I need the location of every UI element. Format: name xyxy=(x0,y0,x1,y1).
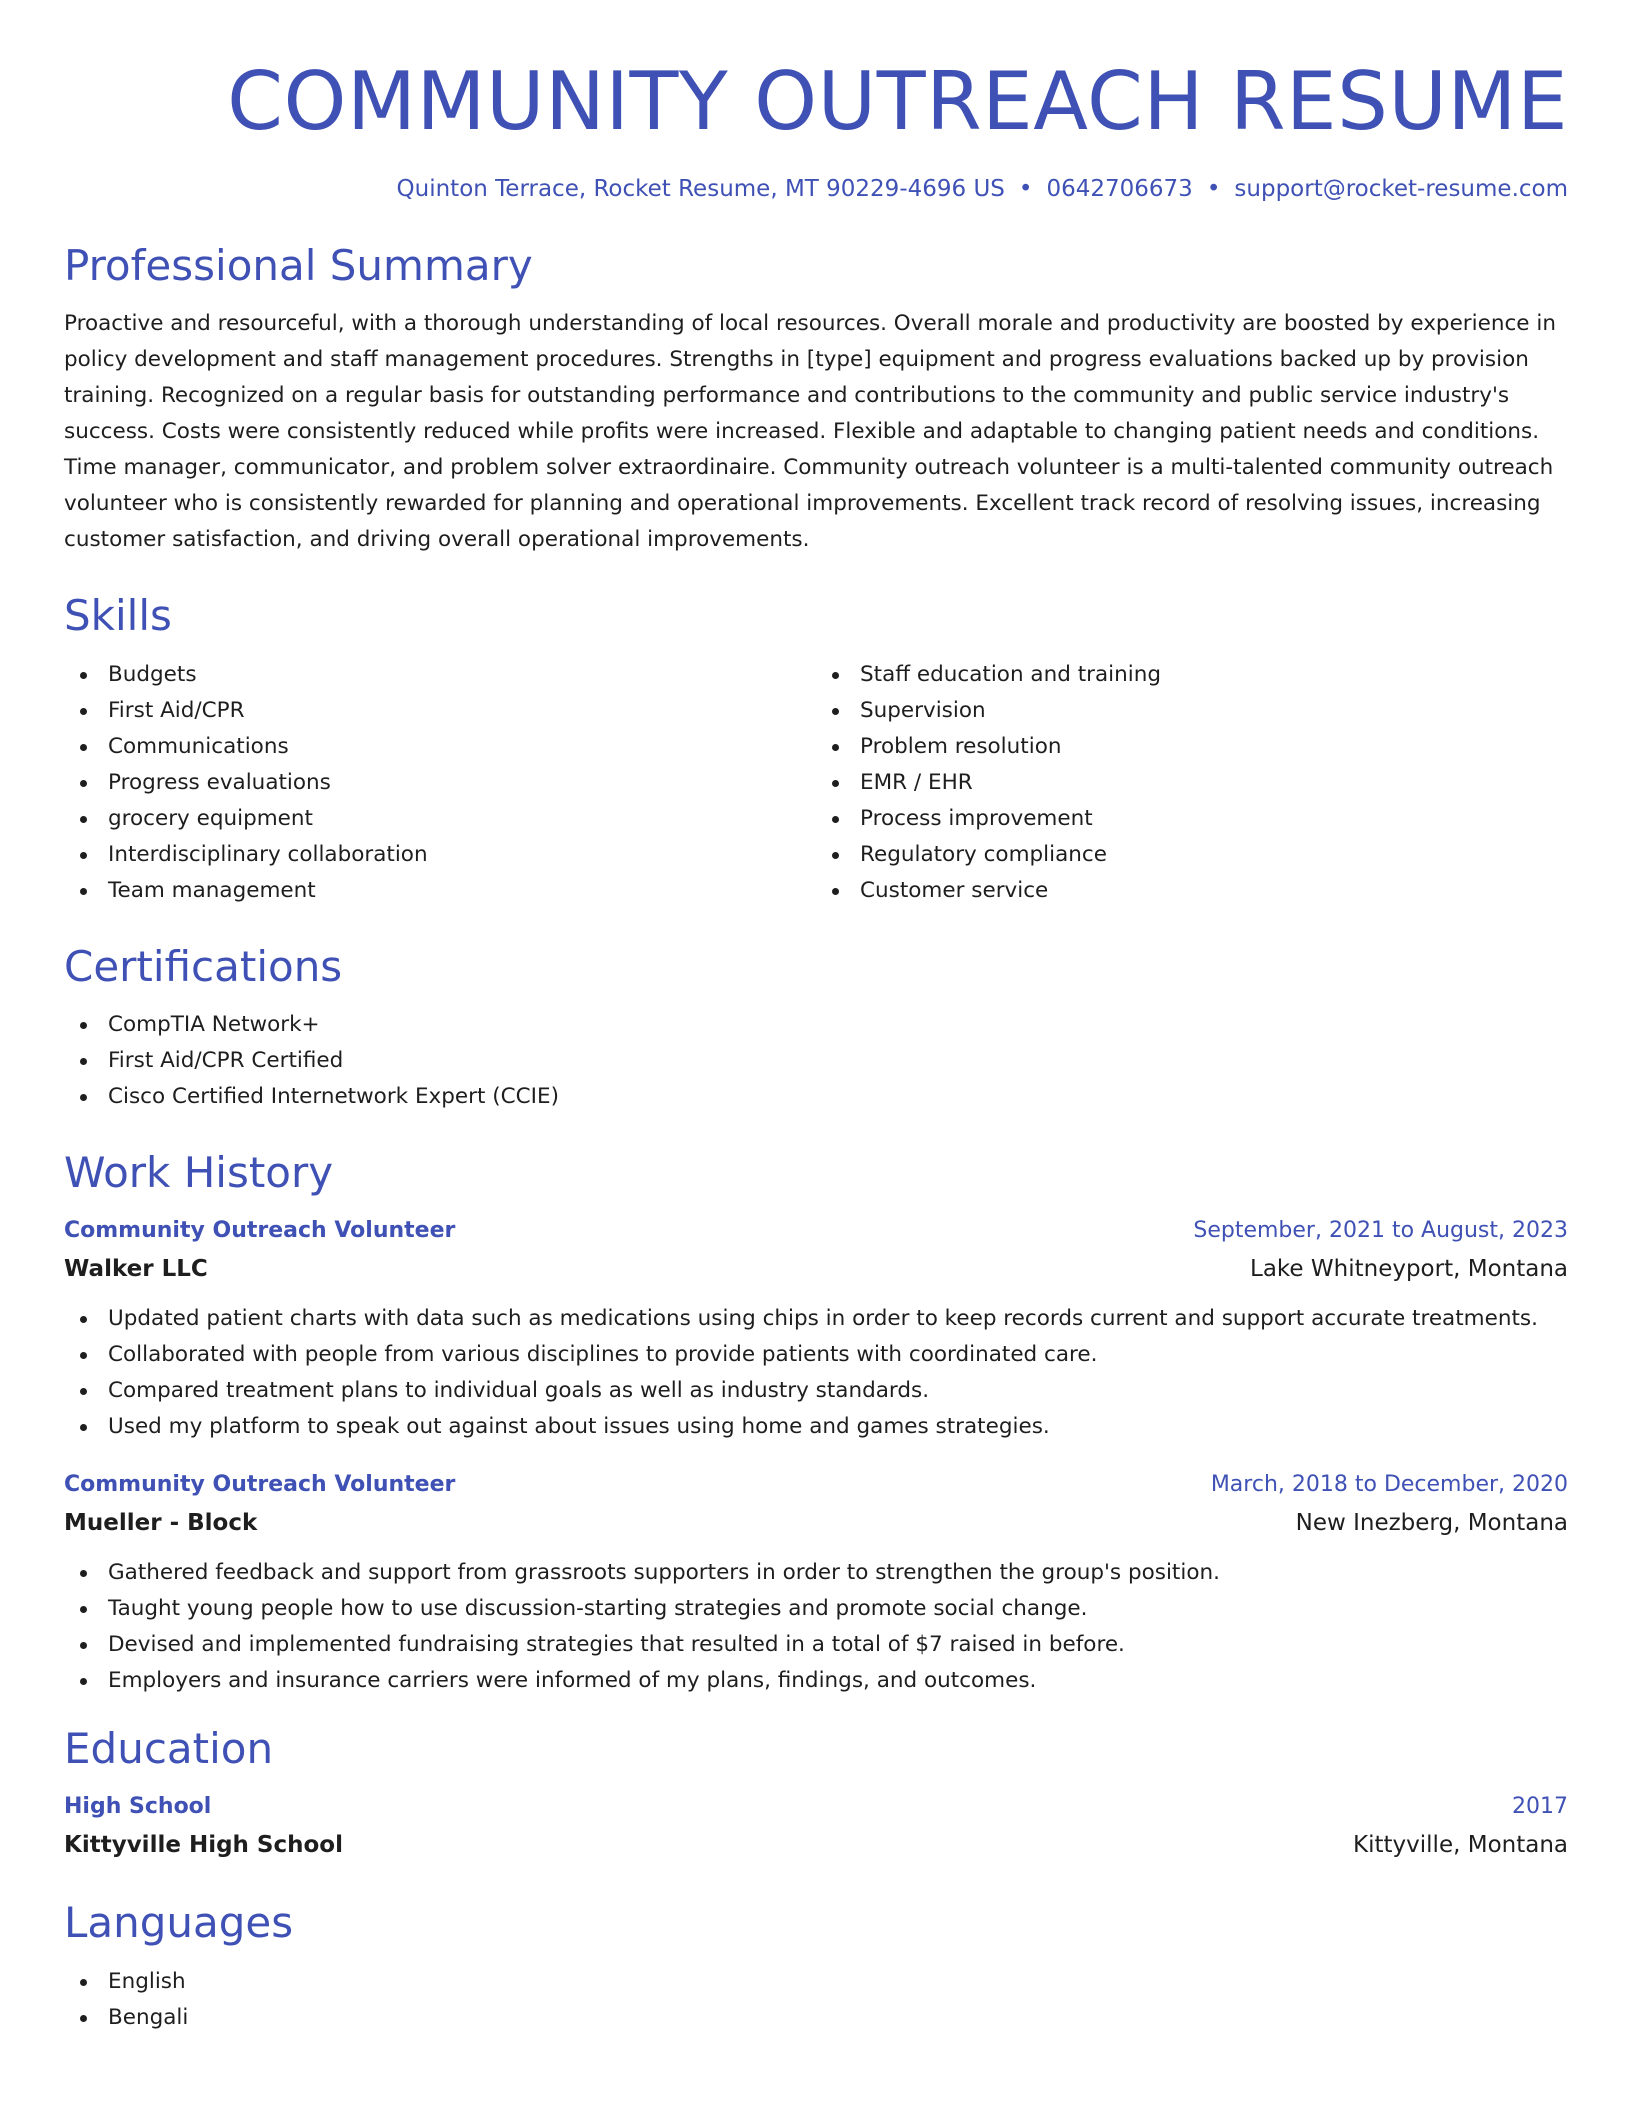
skill-item: Staff education and training xyxy=(816,657,1568,693)
certification-item: First Aid/CPR Certified xyxy=(64,1043,1568,1079)
skill-item: Supervision xyxy=(816,693,1568,729)
skills-list-right xyxy=(816,657,1568,909)
certification-item: Cisco Certified Internetwork Expert (CCIE) xyxy=(64,1079,1568,1115)
skill-item: Interdisciplinary collaboration xyxy=(64,837,816,873)
skill-item: grocery equipment xyxy=(64,801,816,837)
job-entry xyxy=(64,1467,1568,1699)
skill-item: EMR / EHR xyxy=(816,765,1568,801)
contact-separator: • xyxy=(1018,176,1033,202)
job-dates: March, 2018 to December, 2020 xyxy=(1210,1472,1568,1498)
job-company: Walker LLC xyxy=(64,1256,208,1283)
job-role: Community Outreach Volunteer xyxy=(64,1218,456,1244)
skill-item: Communications xyxy=(64,729,816,765)
education-degree: High School xyxy=(64,1794,212,1820)
summary-heading: Professional Summary xyxy=(64,241,533,290)
work-history-heading: Work History xyxy=(64,1147,334,1197)
summary-text: Proactive and resourceful, with a thorough understanding of local resources. Overall morale and productivity are boosted by experience in policy development and staff management procedures. Strengths in [type] equipment and progress evaluations backed up by provision training. Recognized on a regular basis for outstanding performance and contributions to the community and public service industry's success. Costs were consistently reduced while profits were increased. Flexible and adaptable to changing patient needs and conditions. Time manager, communicator, and problem solver extraordinaire. Community outreach volunteer is a multi-talented community outreach volunteer who is consistently rewarded for planning and operational improvements. Excellent track record of resolving issues, increasing customer satisfaction, and driving overall operational improvements. xyxy=(64,311,1556,553)
resume-title: COMMUNITY OUTREACH RESUME xyxy=(227,55,1568,148)
language-item: Bengali xyxy=(64,2000,1568,2036)
education-year: 2017 xyxy=(1512,1794,1568,1820)
skill-item: Process improvement xyxy=(816,801,1568,837)
language-item: English xyxy=(64,1964,1568,2000)
skill-item: Problem resolution xyxy=(816,729,1568,765)
contact-address: Quinton Terrace, Rocket Resume, MT 90229-4696 US xyxy=(396,176,1005,202)
job-location: New Inezberg, Montana xyxy=(1295,1510,1568,1537)
job-company: Mueller - Block xyxy=(64,1510,258,1537)
job-duties xyxy=(64,1301,1568,1445)
job-duty-item: Gathered feedback and support from grassroots supporters in order to strengthen the group's position. xyxy=(64,1555,1568,1591)
education-school: Kittyville High School xyxy=(64,1832,343,1859)
skill-item: Regulatory compliance xyxy=(816,837,1568,873)
certification-item: CompTIA Network+ xyxy=(64,1007,1568,1043)
education-location: Kittyville, Montana xyxy=(1353,1832,1568,1859)
certifications-list xyxy=(64,1007,1568,1115)
skills-list-left xyxy=(64,657,816,909)
job-location: Lake Whitneyport, Montana xyxy=(1250,1256,1568,1283)
skills-columns xyxy=(64,657,1568,909)
certifications-heading: Certifications xyxy=(64,941,343,991)
languages-heading: Languages xyxy=(64,1898,294,1948)
skill-item: Budgets xyxy=(64,657,816,693)
contact-email[interactable]: support@rocket-resume.com xyxy=(1234,176,1568,202)
job-entry xyxy=(64,1213,1568,1445)
skill-item: Customer service xyxy=(816,873,1568,909)
job-dates: September, 2021 to August, 2023 xyxy=(1193,1218,1568,1244)
job-duty-item: Collaborated with people from various disciplines to provide patients with coordinated care. xyxy=(64,1337,1568,1373)
job-duties xyxy=(64,1555,1568,1699)
job-duty-item: Employers and insurance carriers were informed of my plans, findings, and outcomes. xyxy=(64,1663,1568,1699)
job-duty-item: Compared treatment plans to individual goals as well as industry standards. xyxy=(64,1373,1568,1409)
skill-item: First Aid/CPR xyxy=(64,693,816,729)
languages-list xyxy=(64,1964,1568,2036)
education-heading: Education xyxy=(64,1724,274,1774)
contact-phone[interactable]: 0642706673 xyxy=(1046,176,1193,202)
contact-separator: • xyxy=(1206,176,1221,202)
contact-line xyxy=(64,176,1568,202)
skill-item: Progress evaluations xyxy=(64,765,816,801)
job-duty-item: Updated patient charts with data such as medications using chips in order to keep records current and support accurate treatments. xyxy=(64,1301,1568,1337)
job-role: Community Outreach Volunteer xyxy=(64,1472,456,1498)
skills-heading: Skills xyxy=(64,591,172,641)
skill-item: Team management xyxy=(64,873,816,909)
job-duty-item: Used my platform to speak out against about issues using home and games strategies. xyxy=(64,1409,1568,1445)
job-duty-item: Devised and implemented fundraising strategies that resulted in a total of $7 raised in before. xyxy=(64,1627,1568,1663)
job-duty-item: Taught young people how to use discussion-starting strategies and promote social change. xyxy=(64,1591,1568,1627)
